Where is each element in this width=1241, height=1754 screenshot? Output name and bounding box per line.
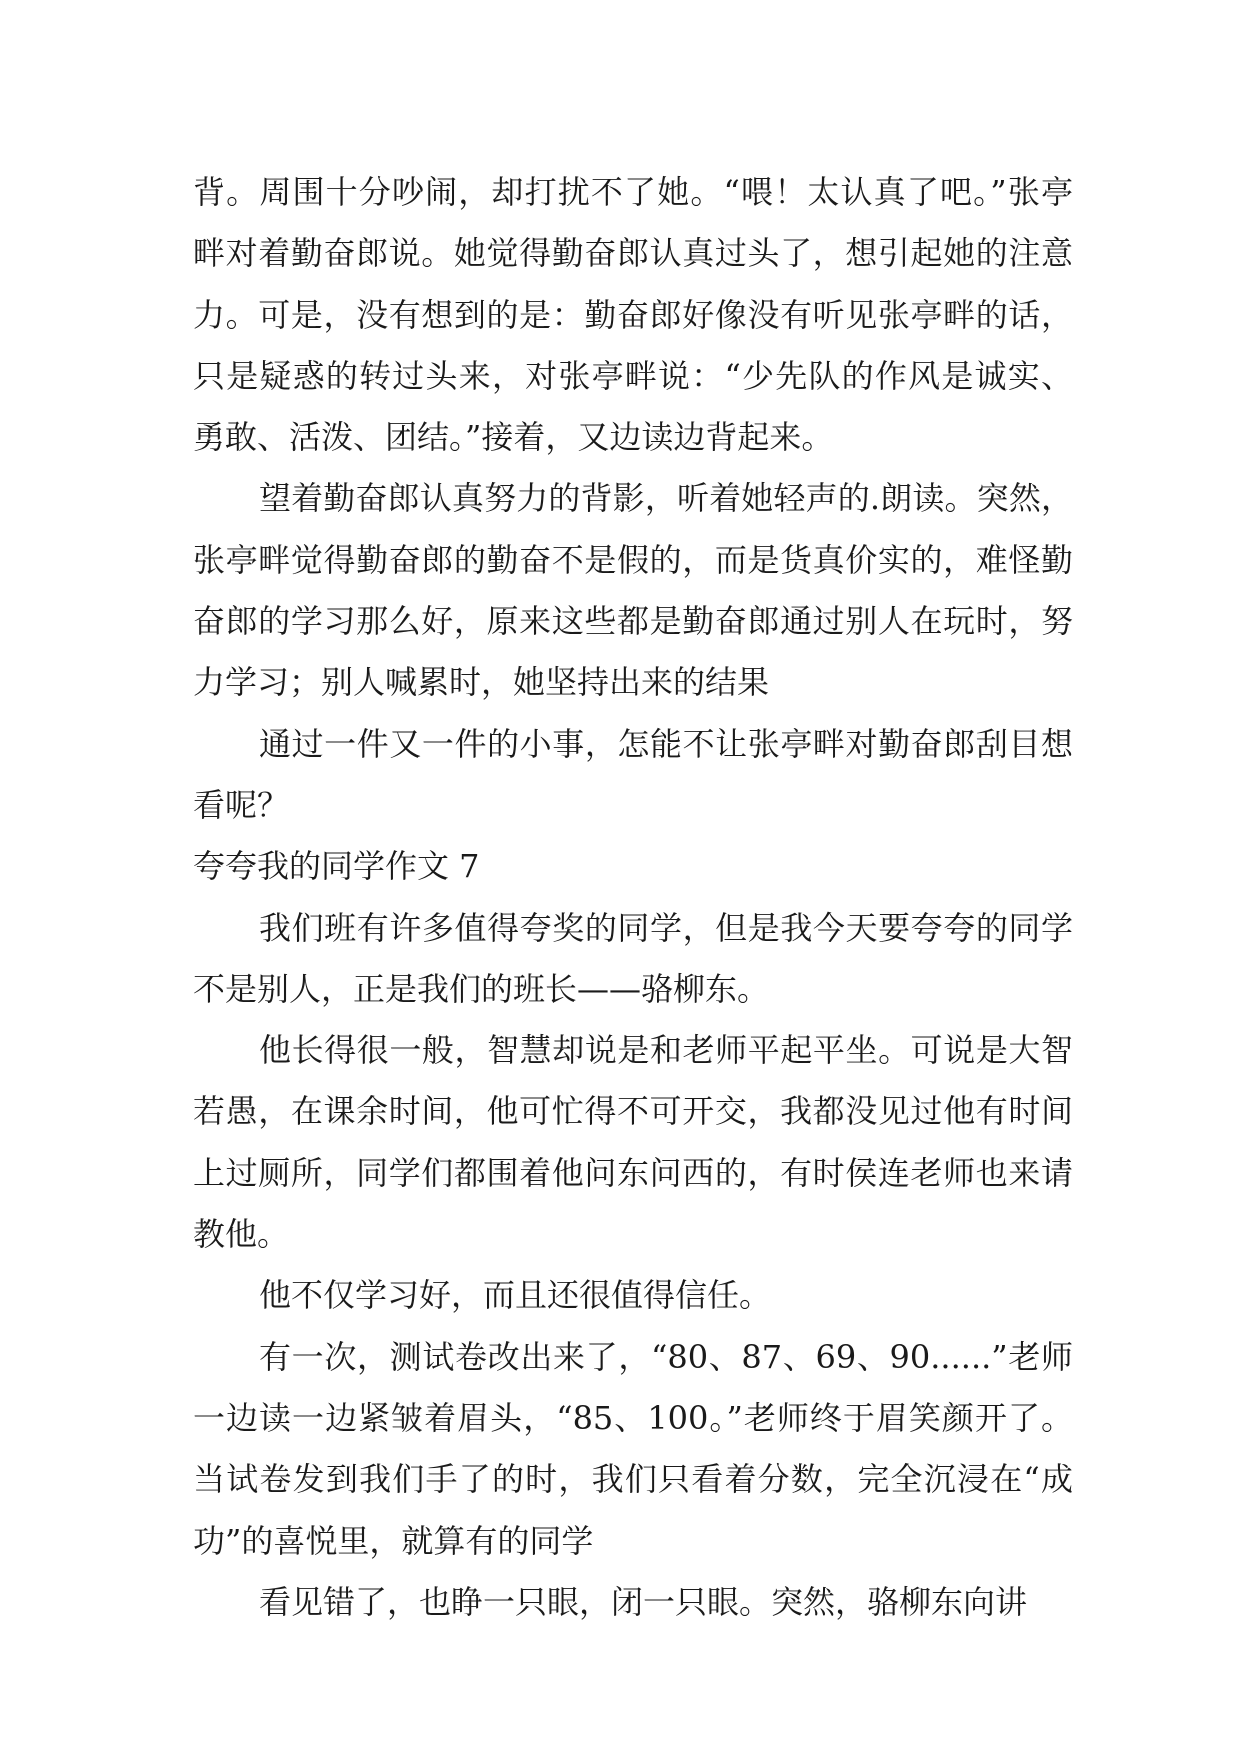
section-heading: 夸夸我的同学作文 7 xyxy=(193,847,480,886)
paragraph: 通过一件又一件的小事，怎能不让张亭畔对勤奋郎刮目想看呢？ xyxy=(193,724,1073,824)
paragraph: 他不仅学习好，而且还很值得信任。 xyxy=(259,1276,772,1315)
paragraph: 望着勤奋郎认真努力的背影，听着她轻声的.朗读。突然，张亭畔觉得勤奋郎的勤奋不是假的，而是货真价实的，难怪勤奋郎的学习那么好，原来这些都是勤奋郎通过别人在玩时，努力学习；别人喊累时，她坚持出来的结果 xyxy=(193,479,1073,702)
paragraph: 有一次，测试卷改出来了，“80、87、69、90......”老师一边读一边紧皱着眉头，“85、100。”老师终于眉笑颜开了。当试卷发到我们手了的时，我们只看着分数，完全沉浸在“成功”的喜悦里，就算有的同学 xyxy=(193,1337,1073,1560)
paragraph: 看见错了，也睁一只眼，闭一只眼。突然，骆柳东向讲 xyxy=(259,1582,1028,1621)
paragraph-continued: 背。周围十分吵闹，却打扰不了她。“喂！太认真了吧。”张亭畔对着勤奋郎说。她觉得勤奋郎认真过头了，想引起她的注意力。可是，没有想到的是：勤奋郎好像没有听见张亭畔的话，只是疑惑的转过头来，对张亭畔说：“少先队的作风是诚实、勇敢、活泼、团结。”接着，又边读边背起来。 xyxy=(193,173,1073,457)
document-body xyxy=(193,162,1073,1633)
paragraph: 我们班有许多值得夸奖的同学，但是我今天要夸夸的同学不是别人，正是我们的班长——骆柳东。 xyxy=(193,908,1073,1008)
paragraph: 他长得很一般，智慧却说是和老师平起平坐。可说是大智若愚，在课余时间，他可忙得不可开交，我都没见过他有时间上过厕所，同学们都围着他问东问西的，有时侯连老师也来请教他。 xyxy=(193,1031,1073,1254)
